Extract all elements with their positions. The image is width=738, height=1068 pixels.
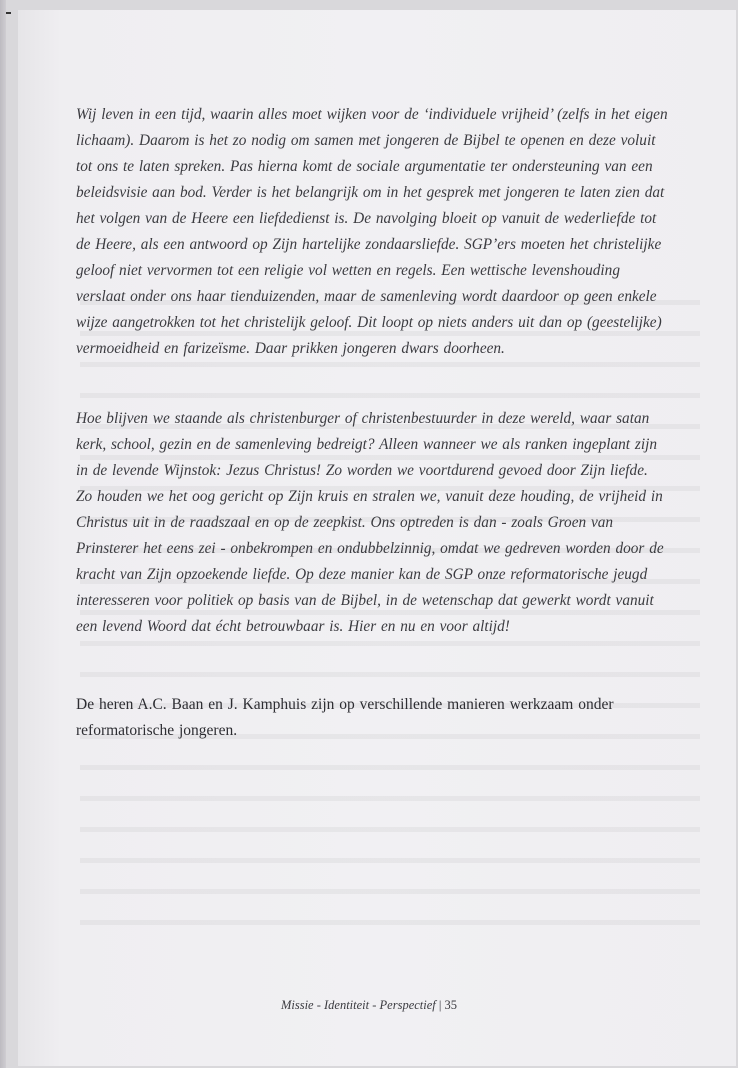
- page-number: 35: [444, 998, 458, 1012]
- book-binding-edge: [0, 0, 6, 1068]
- scan-mark: [6, 12, 11, 14]
- footer-separator: |: [435, 998, 445, 1012]
- author-note: De heren A.C. Baan en J. Kamphuis zijn op verschillende manieren werkzaam onder reformatorische jongeren.: [76, 696, 614, 739]
- footer-series-title: Missie - Identiteit - Perspectief: [280, 998, 436, 1012]
- body-paragraph-2: Hoe blijven we staande als christenburger of christenbestuurder in deze wereld, waar satan kerk, school, gezin en de samenleving bedreigt? Alleen wanneer we als ranken ingeplant zijn in de levende Wijnstok: Jezus Christus! Zo worden we voortdurend gevoed door Zijn liefde. Zo houden we het oog gericht op Zijn kruis en stralen we, vanuit deze houding, de vrijheid in Christus uit in de raadszaal en op de zeepkist. Ons optreden is dan - zoals Groen van Prinsterer het eens zei - onbekrompen en ondubbelzinnig, omdat we gedreven worden door de kracht van Zijn opzoekende liefde. Op deze manier kan de SGP onze reformatorische jeugd interesseren voor politiek op basis van de Bijbel, in de wetenschap dat gewerkt wordt vanuit een levend Woord dat écht betrouwbaar is. Hier en nu en voor altijd!: [76, 410, 664, 635]
- page-footer: [0, 998, 738, 1013]
- body-paragraph-1: Wij leven in een tijd, waarin alles moet wijken voor de ‘individuele vrijheid’ (zelfs in het eigen lichaam). Daarom is het zo nodig om samen met jongeren de Bijbel te openen en deze voluit tot ons te laten spreken. Pas hierna komt de sociale argumentatie ter ondersteuning van een beleidsvisie aan bod. Verder is het belangrijk om in het gesprek met jongeren te laten zien dat het volgen van de Heere een liefdedienst is. De navolging bloeit op vanuit de wederliefde tot de Heere, als een antwoord op Zijn hartelijke zondaarsliefde. SGP’ers moeten het christelijke geloof niet vervormen tot een religie vol wetten en regels. Een wettische levenshouding verslaat onder ons haar tienduizenden, maar de samenleving wordt daardoor op geen enkele wijze aangetrokken tot het christelijk geloof. Dit loopt op niets anders uit dan op (geestelijke) vermoeidheid en farizeïsme. Daar prikken jongeren dwars doorheen.: [76, 106, 668, 357]
